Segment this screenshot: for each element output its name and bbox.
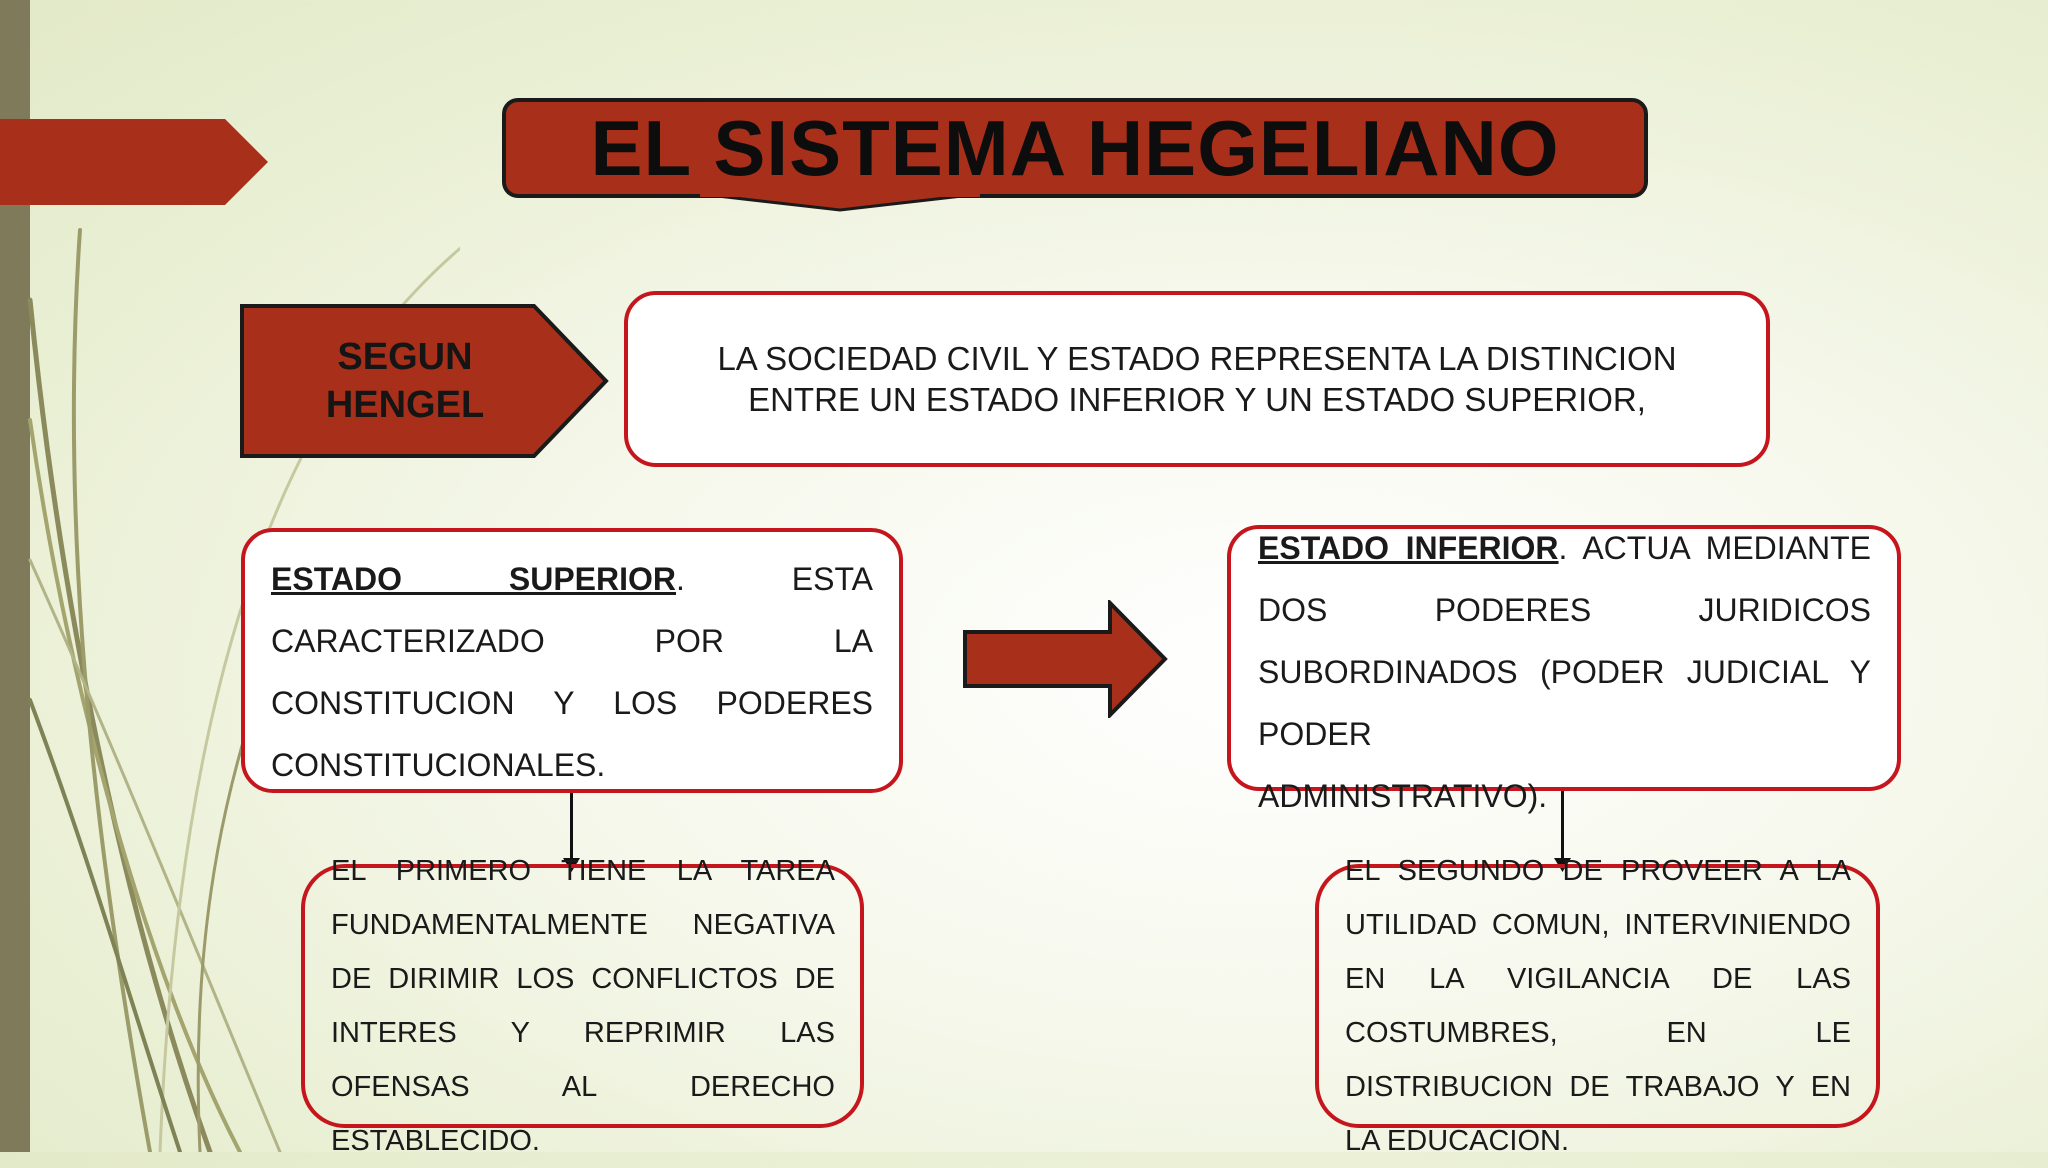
estado-superior-heading: ESTADO SUPERIOR — [271, 561, 677, 597]
estado-superior-body: . ESTA CARACTERIZADO POR LA CONSTITUCION Y LOS PODERES — [271, 561, 874, 721]
title-banner — [502, 98, 1648, 198]
estado-inferior-text — [1258, 517, 1871, 827]
segun-label-line1: SEGUN — [337, 336, 473, 378]
primero-body: EL PRIMERO TIENE LA TAREA FUNDAMENTALMENTE NEGATIVA DE DIRIMIR LOS CONFLICTOS DE INTERES Y REPRIMIR LAS OFENSAS AL DERECHO — [331, 855, 835, 1103]
segun-label-line2: HENGEL — [325, 384, 485, 426]
segun-hengel-label — [240, 304, 570, 458]
right-arrow — [962, 600, 1168, 718]
segundo-text — [1345, 844, 1851, 1168]
segundo-body: EL SEGUNDO DE PROVEER A LA UTILIDAD COMUN, INTERVINIENDO EN LA VIGILANCIA DE LAS COSTUMBRES, EN LE DISTRIBUCION DE TRABAJO Y EN — [1345, 855, 1851, 1103]
estado-inferior-heading: ESTADO INFERIOR — [1258, 530, 1559, 566]
primero-text — [331, 844, 835, 1168]
intro-line2: ENTRE UN ESTADO INFERIOR Y UN ESTADO SUPERIOR, — [748, 381, 1646, 418]
title-notch — [700, 194, 980, 212]
intro-line1: LA SOCIEDAD CIVIL Y ESTADO REPRESENTA LA DISTINCION — [717, 340, 1677, 377]
estado-inferior-body: . ACTUA MEDIANTE DOS PODERES JURIDICOS SUBORDINADOS (PODER JUDICIAL Y PODER — [1258, 530, 1872, 752]
side-tab-decoration — [0, 119, 268, 205]
segundo-body-end: LA EDUCACION. — [1345, 1125, 1569, 1157]
estado-superior-body-end: CONSTITUCIONALES. — [271, 747, 606, 783]
intro-box — [624, 291, 1770, 467]
estado-inferior-body-end: ADMINISTRATIVO). — [1258, 778, 1548, 814]
page-title: EL SISTEMA HEGELIANO — [590, 103, 1560, 192]
estado-superior-text — [271, 548, 873, 796]
segun-hengel-arrow — [240, 304, 610, 458]
primero-body-end: ESTABLECIDO. — [331, 1125, 540, 1157]
